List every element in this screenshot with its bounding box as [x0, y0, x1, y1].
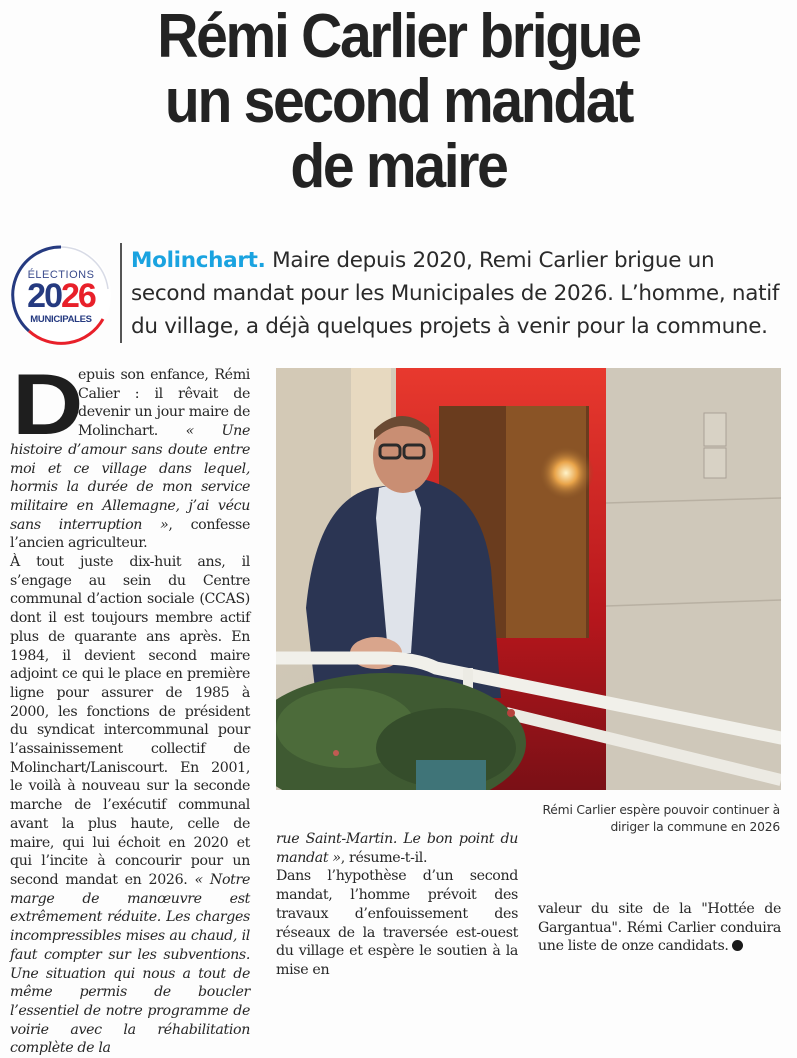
headline-line-1: Rémi Carlier brigue	[157, 2, 640, 71]
chapo-divider	[120, 243, 122, 343]
paragraph-2-text: À tout juste dix-huit ans, il s’engage au sein du Centre communal d’action sociale (CCAS) dont il est toujours membre actif plus de quarante ans après. En 1984, il devient second maire adjoint ce qui le place en première ligne pour assurer de 1985 à 2000, les fonctions de président du syndicat intercommunal pour l’assainissement collectif de Molinchart/Laniscourt. En 2001, le voilà à nouveau sur la seconde marche de l’exécutif communal avant la plus haute, celle de maire, qui lui échoit en 2020 et qui l’incite à concourir pour un second mandat en 2026.	[10, 554, 250, 888]
logo-year	[11, 278, 111, 314]
headline	[32, 4, 765, 199]
quote-3: rue Saint-Martin. Le bon point du mandat »	[276, 831, 518, 866]
quote-1: « Une histoire d’amour sans doute entre moi et ce village dans lequel, hormis la durée de mon service militaire en Allemagne, j’ai vécu sans interruption »	[10, 423, 250, 533]
paragraph-2	[10, 553, 250, 1058]
article-column-2	[276, 830, 518, 980]
chapo-text: Maire depuis 2020, Remi Carlier brigue un second mandat pour les Municipales de 2026. L’homme, natif du village, a déjà quelques projets à venir pour la commune.	[131, 248, 780, 339]
article-column-1	[10, 357, 250, 1058]
chapo	[131, 244, 791, 343]
paragraph-4: Dans l’hypothèse d’un second mandat, l’homme prévoit des travaux d’enfouissement des réseaux de la traversée est-ouest du village et espère le soutien à la mise en	[276, 868, 518, 978]
logo-bottom-text: MUNICIPALES	[30, 314, 92, 325]
paragraph-1-text: epuis son enfance, Rémi Calier : il rêvait de devenir un jour maire de Molinchart.	[78, 367, 250, 440]
paragraph-5-text: valeur du site de la "Hottée de Gargantua". Rémi Carlier conduira une liste de onze candidats.	[538, 901, 781, 955]
drop-cap: D	[12, 357, 84, 453]
chapo-place: Molinchart.	[131, 248, 266, 273]
headline-line-3: de maire	[290, 132, 507, 201]
paragraph-5	[538, 900, 781, 956]
logo-year-part2: 26	[61, 277, 95, 315]
end-of-article-icon	[732, 940, 743, 951]
photo-caption: Rémi Carlier espère pouvoir continuer à diriger la commune en 2026	[542, 803, 780, 834]
paragraph-3-end: , résume-t-il.	[340, 849, 428, 866]
logo-top-text: ÉLECTIONS	[27, 269, 95, 281]
quote-2: « Notre marge de manœuvre est extrêmement réduite. Les charges incompressibles mises au chaud, il faut compter sur les subventions. Une situation qui nous a tout de même permis de boucler l’essentiel de notre programme de voirie avec la réhabilitation complète de la	[10, 871, 250, 1057]
paragraph-1-end: , confesse l’ancien agriculteur.	[10, 516, 250, 552]
article-photo	[276, 368, 781, 790]
paragraph-3	[276, 830, 518, 867]
elections-2026-logo	[11, 245, 111, 345]
headline-line-2: un second mandat	[164, 67, 633, 136]
photo-image	[276, 368, 781, 790]
article-column-3	[538, 900, 781, 956]
logo-year-part1: 20	[27, 277, 61, 315]
